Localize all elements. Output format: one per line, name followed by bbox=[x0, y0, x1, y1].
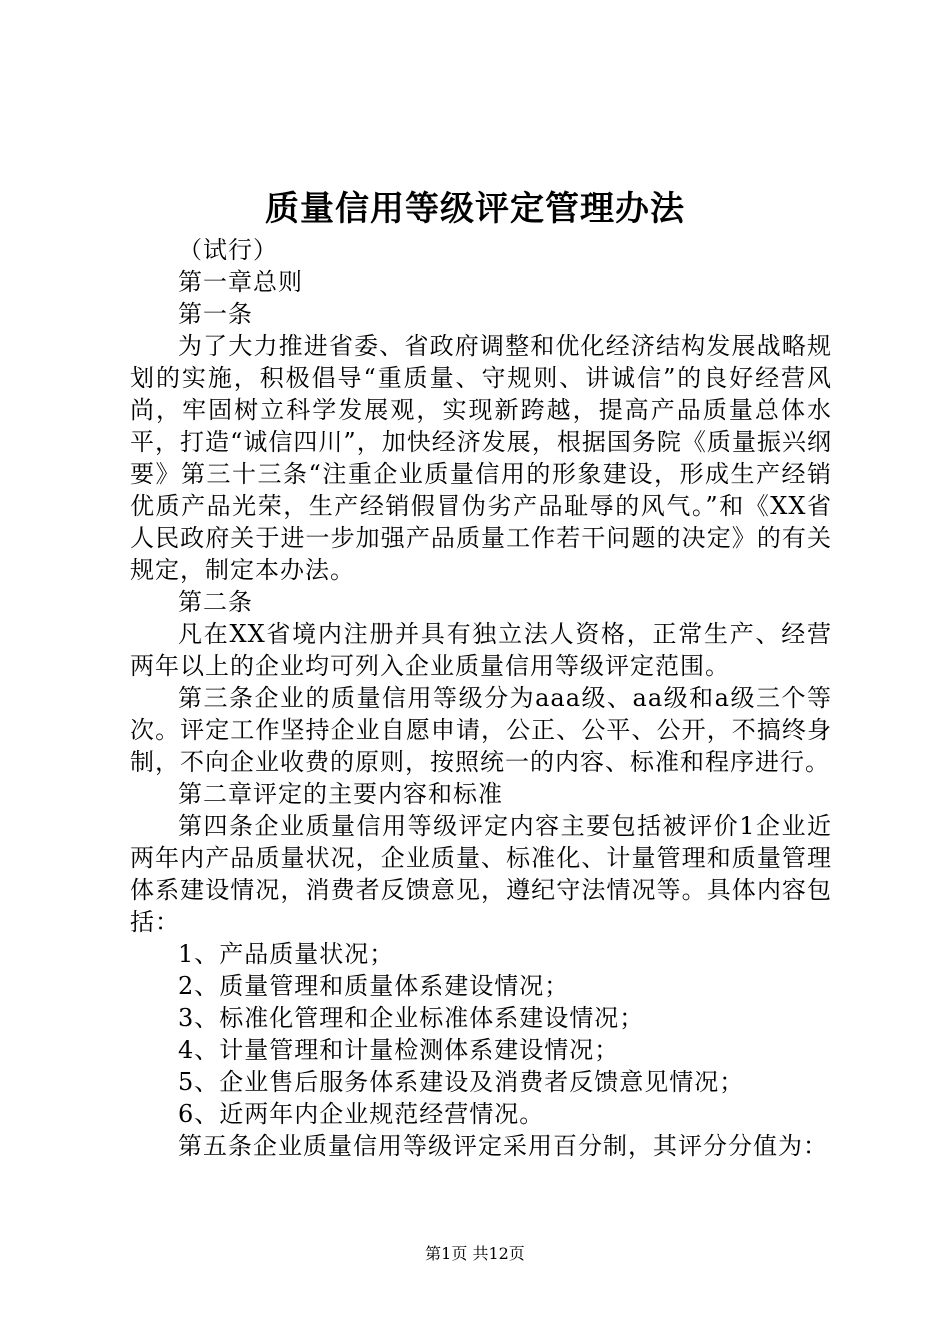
list-item-3: 3、标准化管理和企业标准体系建设情况； bbox=[178, 1004, 645, 1032]
article-5-text: 第五条企业质量信用等级评定采用百分制，其评分分值为： bbox=[178, 1132, 828, 1160]
chapter-2-heading: 第二章评定的主要内容和标准 bbox=[178, 780, 503, 808]
list-item-5: 5、企业售后服务体系建设及消费者反馈意见情况； bbox=[178, 1068, 745, 1096]
page-footer: 第1页 共12页 bbox=[425, 1244, 525, 1263]
list-item-6: 6、近两年内企业规范经营情况。 bbox=[178, 1100, 545, 1128]
article-1-heading: 第一条 bbox=[178, 300, 253, 328]
article-2-heading: 第二条 bbox=[178, 588, 253, 616]
list-item-4: 4、计量管理和计量检测体系建设情况； bbox=[178, 1036, 620, 1064]
chapter-1-heading: 第一章总则 bbox=[178, 268, 303, 296]
list-item-1: 1、产品质量状况； bbox=[178, 940, 395, 968]
paragraph-trial: （试行） bbox=[178, 236, 278, 264]
article-2-text: 凡在XX省境内注册并具有独立法人资格，正常生产、经营两年以上的企业均可列入企业质量信用等级评定范围。 bbox=[130, 620, 832, 680]
article-1-text: 为了大力推进省委、省政府调整和优化经济结构发展战略规划的实施，积极倡导“重质量、守规则、讲诚信”的良好经营风尚，牢固树立科学发展观，实现新跨越，提高产品质量总体水平，打造“诚信四川”，加快经济发展，根据国务院《质量振兴纲要》第三十三条“注重企业质量信用的形象建设，形成生产经销优质产品光荣，生产经销假冒伪劣产品耻辱的风气。”和《XX省人民政府关于进一步加强产品质量工作若干问题的决定》的有关规定，制定本办法。 bbox=[130, 332, 832, 584]
document-body bbox=[130, 234, 832, 1162]
article-3-text: 第三条企业的质量信用等级分为aaa级、aa级和a级三个等次。评定工作坚持企业自愿申请，公正、公平、公开，不搞终身制，不向企业收费的原则，按照统一的内容、标准和程序进行。 bbox=[130, 684, 832, 776]
article-4-text: 第四条企业质量信用等级评定内容主要包括被评价1企业近两年内产品质量状况，企业质量、标准化、计量管理和质量管理体系建设情况，消费者反馈意见，遵纪守法情况等。具体内容包括： bbox=[130, 812, 832, 936]
document-title: 质量信用等级评定管理办法 bbox=[265, 189, 685, 229]
list-item-2: 2、质量管理和质量体系建设情况； bbox=[178, 972, 570, 1000]
